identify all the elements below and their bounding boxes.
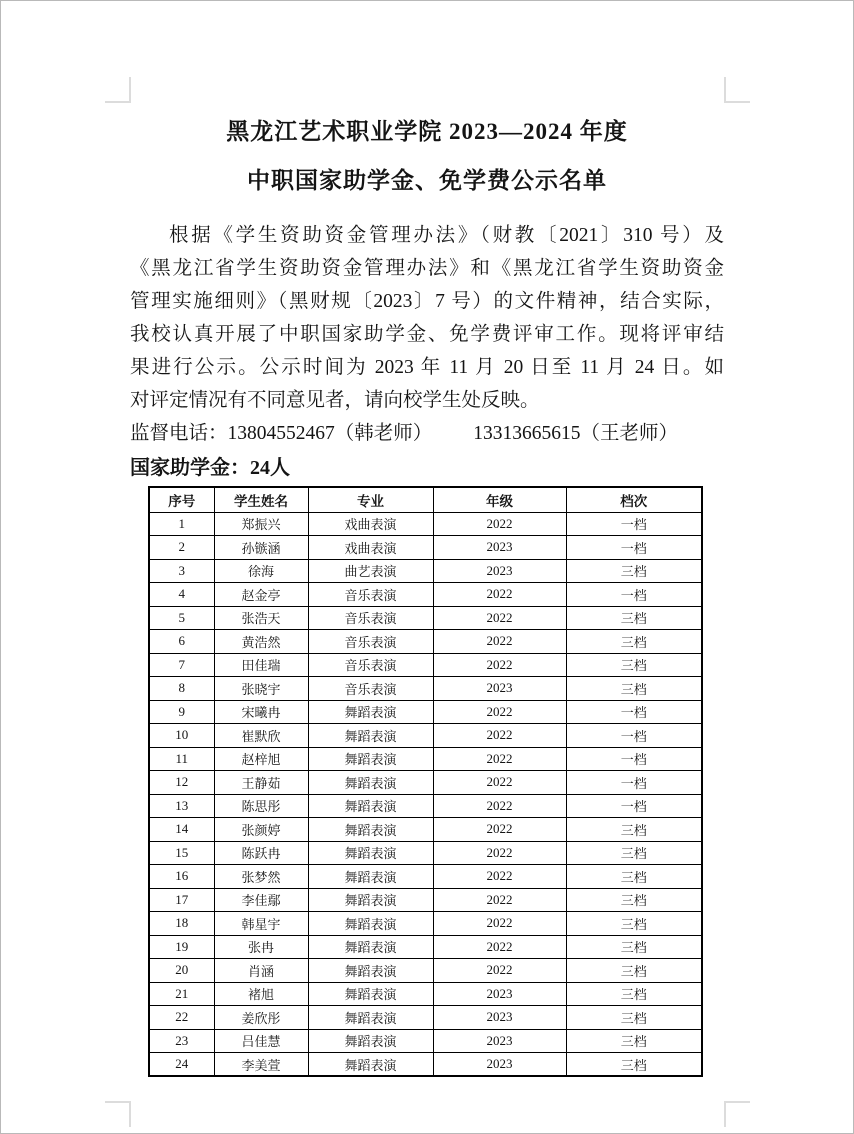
cell-student-name: 崔默欣 (214, 724, 308, 748)
cell-index: 10 (149, 724, 214, 748)
cell-student-name: 张颜婷 (214, 818, 308, 842)
cell-grade: 2023 (433, 536, 566, 560)
table-row (149, 1053, 702, 1077)
table-row (149, 912, 702, 936)
cell-tier: 三档 (566, 1006, 702, 1030)
table-row (149, 1006, 702, 1030)
table-row (149, 700, 702, 724)
column-header: 档次 (566, 487, 702, 512)
supervision-label: 监督电话： (130, 423, 228, 444)
cell-student-name: 徐海 (214, 559, 308, 583)
cell-major: 舞蹈表演 (308, 818, 433, 842)
table-row (149, 747, 702, 771)
cell-student-name: 赵金亭 (214, 583, 308, 607)
cell-grade: 2022 (433, 630, 566, 654)
cell-major: 音乐表演 (308, 583, 433, 607)
table-row (149, 630, 702, 654)
cell-grade: 2023 (433, 1053, 566, 1077)
cell-student-name: 孙镞涵 (214, 536, 308, 560)
cell-major: 舞蹈表演 (308, 888, 433, 912)
cell-grade: 2022 (433, 912, 566, 936)
cell-index: 5 (149, 606, 214, 630)
cell-grade: 2022 (433, 959, 566, 983)
page-margin-mark-top-left (105, 77, 131, 103)
table-row (149, 536, 702, 560)
cell-major: 舞蹈表演 (308, 700, 433, 724)
cell-major: 音乐表演 (308, 630, 433, 654)
table-body (149, 512, 702, 1076)
cell-index: 12 (149, 771, 214, 795)
cell-index: 14 (149, 818, 214, 842)
table-row (149, 888, 702, 912)
cell-tier: 三档 (566, 865, 702, 889)
cell-tier: 三档 (566, 1029, 702, 1053)
grant-roster-table (148, 486, 703, 1077)
cell-student-name: 张冉 (214, 935, 308, 959)
supervision-phone-2: 13313665615（王老师） (473, 423, 678, 444)
cell-index: 3 (149, 559, 214, 583)
cell-grade: 2022 (433, 865, 566, 889)
cell-index: 1 (149, 512, 214, 536)
page-title (130, 107, 724, 205)
cell-tier: 一档 (566, 724, 702, 748)
cell-student-name: 赵梓旭 (214, 747, 308, 771)
cell-index: 9 (149, 700, 214, 724)
column-header: 专业 (308, 487, 433, 512)
table-row (149, 512, 702, 536)
cell-grade: 2022 (433, 771, 566, 795)
cell-major: 曲艺表演 (308, 559, 433, 583)
cell-grade: 2023 (433, 982, 566, 1006)
cell-tier: 三档 (566, 818, 702, 842)
cell-student-name: 张晓宇 (214, 677, 308, 701)
cell-index: 4 (149, 583, 214, 607)
cell-tier: 三档 (566, 630, 702, 654)
paragraph-line: 《黑龙江省学生资助资金管理办法》和《黑龙江省学生资助资金 (130, 258, 724, 279)
cell-tier: 一档 (566, 794, 702, 818)
table-row (149, 865, 702, 889)
cell-major: 音乐表演 (308, 653, 433, 677)
document-content (130, 101, 724, 1077)
cell-grade: 2022 (433, 583, 566, 607)
cell-major: 舞蹈表演 (308, 794, 433, 818)
cell-tier: 一档 (566, 771, 702, 795)
cell-major: 舞蹈表演 (308, 912, 433, 936)
paragraph-line: 根据《学生资助资金管理办法》（财教〔2021〕310 号）及 (169, 225, 724, 246)
table-row (149, 677, 702, 701)
cell-major: 舞蹈表演 (308, 747, 433, 771)
cell-tier: 三档 (566, 677, 702, 701)
cell-major: 音乐表演 (308, 677, 433, 701)
cell-index: 13 (149, 794, 214, 818)
cell-tier: 三档 (566, 982, 702, 1006)
cell-student-name: 郑振兴 (214, 512, 308, 536)
cell-major: 舞蹈表演 (308, 1029, 433, 1053)
cell-student-name: 陈跃冉 (214, 841, 308, 865)
cell-index: 8 (149, 677, 214, 701)
section-heading-grant-count: 国家助学金：24人 (130, 457, 290, 479)
cell-index: 15 (149, 841, 214, 865)
body-paragraph (130, 219, 724, 417)
table-row (149, 559, 702, 583)
table-row (149, 1029, 702, 1053)
cell-tier: 三档 (566, 888, 702, 912)
column-header: 序号 (149, 487, 214, 512)
cell-index: 18 (149, 912, 214, 936)
table-row (149, 653, 702, 677)
cell-student-name: 宋曦冉 (214, 700, 308, 724)
cell-grade: 2023 (433, 677, 566, 701)
cell-tier: 一档 (566, 747, 702, 771)
cell-index: 2 (149, 536, 214, 560)
cell-tier: 三档 (566, 959, 702, 983)
cell-grade: 2023 (433, 1029, 566, 1053)
cell-index: 22 (149, 1006, 214, 1030)
page-margin-mark-bottom-right (724, 1101, 750, 1127)
cell-student-name: 王静茹 (214, 771, 308, 795)
title-line-1: 黑龙江艺术职业学院 2023—2024 年度 (226, 119, 628, 144)
table-row (149, 959, 702, 983)
cell-student-name: 李佳鄢 (214, 888, 308, 912)
cell-student-name: 黄浩然 (214, 630, 308, 654)
cell-index: 7 (149, 653, 214, 677)
cell-tier: 一档 (566, 583, 702, 607)
cell-grade: 2022 (433, 653, 566, 677)
table-row (149, 606, 702, 630)
cell-major: 舞蹈表演 (308, 1006, 433, 1030)
cell-tier: 三档 (566, 653, 702, 677)
table-row (149, 771, 702, 795)
cell-student-name: 李美萱 (214, 1053, 308, 1077)
cell-tier: 三档 (566, 935, 702, 959)
cell-index: 21 (149, 982, 214, 1006)
cell-major: 舞蹈表演 (308, 1053, 433, 1077)
cell-student-name: 肖涵 (214, 959, 308, 983)
supervision-phone-1: 13804552467（韩老师） (227, 423, 433, 444)
cell-grade: 2023 (433, 1006, 566, 1030)
cell-tier: 三档 (566, 912, 702, 936)
cell-student-name: 张浩天 (214, 606, 308, 630)
cell-grade: 2023 (433, 559, 566, 583)
cell-index: 11 (149, 747, 214, 771)
cell-major: 舞蹈表演 (308, 724, 433, 748)
table-row (149, 935, 702, 959)
cell-student-name: 张梦然 (214, 865, 308, 889)
cell-grade: 2022 (433, 512, 566, 536)
supervision-phone-line (130, 417, 724, 450)
cell-tier: 三档 (566, 559, 702, 583)
cell-index: 17 (149, 888, 214, 912)
cell-tier: 一档 (566, 536, 702, 560)
table-row (149, 583, 702, 607)
cell-student-name: 田佳瑞 (214, 653, 308, 677)
cell-major: 舞蹈表演 (308, 865, 433, 889)
cell-grade: 2022 (433, 700, 566, 724)
table-row (149, 982, 702, 1006)
cell-grade: 2022 (433, 935, 566, 959)
table-row (149, 841, 702, 865)
cell-student-name: 姜欣彤 (214, 1006, 308, 1030)
cell-index: 24 (149, 1053, 214, 1077)
paragraph-line: 对评定情况有不同意见者，请向校学生处反映。 (130, 390, 540, 411)
cell-grade: 2022 (433, 888, 566, 912)
cell-major: 音乐表演 (308, 606, 433, 630)
column-header: 年级 (433, 487, 566, 512)
table-header-row (149, 487, 702, 512)
cell-tier: 一档 (566, 700, 702, 724)
table-row (149, 724, 702, 748)
cell-index: 16 (149, 865, 214, 889)
cell-major: 舞蹈表演 (308, 771, 433, 795)
column-header: 学生姓名 (214, 487, 308, 512)
cell-major: 戏曲表演 (308, 536, 433, 560)
page-margin-mark-top-right (724, 77, 750, 103)
cell-index: 19 (149, 935, 214, 959)
cell-student-name: 褚旭 (214, 982, 308, 1006)
cell-index: 23 (149, 1029, 214, 1053)
cell-student-name: 韩星宇 (214, 912, 308, 936)
cell-grade: 2022 (433, 747, 566, 771)
cell-grade: 2022 (433, 818, 566, 842)
cell-grade: 2022 (433, 606, 566, 630)
cell-major: 舞蹈表演 (308, 959, 433, 983)
cell-major: 舞蹈表演 (308, 841, 433, 865)
table-row (149, 794, 702, 818)
cell-grade: 2022 (433, 794, 566, 818)
cell-grade: 2022 (433, 724, 566, 748)
cell-index: 6 (149, 630, 214, 654)
title-line-2: 中职国家助学金、免学费公示名单 (247, 168, 607, 193)
paragraph-line: 我校认真开展了中职国家助学金、免学费评审工作。现将评审结 (130, 324, 724, 345)
cell-student-name: 吕佳慧 (214, 1029, 308, 1053)
cell-tier: 三档 (566, 1053, 702, 1077)
cell-tier: 一档 (566, 512, 702, 536)
cell-major: 戏曲表演 (308, 512, 433, 536)
paragraph-line: 管理实施细则》（黑财规〔2023〕7 号）的文件精神，结合实际， (130, 291, 724, 312)
cell-tier: 三档 (566, 606, 702, 630)
cell-student-name: 陈思彤 (214, 794, 308, 818)
page-margin-mark-bottom-left (105, 1101, 131, 1127)
cell-major: 舞蹈表演 (308, 982, 433, 1006)
cell-major: 舞蹈表演 (308, 935, 433, 959)
cell-grade: 2022 (433, 841, 566, 865)
cell-index: 20 (149, 959, 214, 983)
paragraph-line: 果进行公示。公示时间为 2023 年 11 月 20 日至 11 月 24 日。如 (130, 357, 724, 378)
table-row (149, 818, 702, 842)
cell-tier: 三档 (566, 841, 702, 865)
